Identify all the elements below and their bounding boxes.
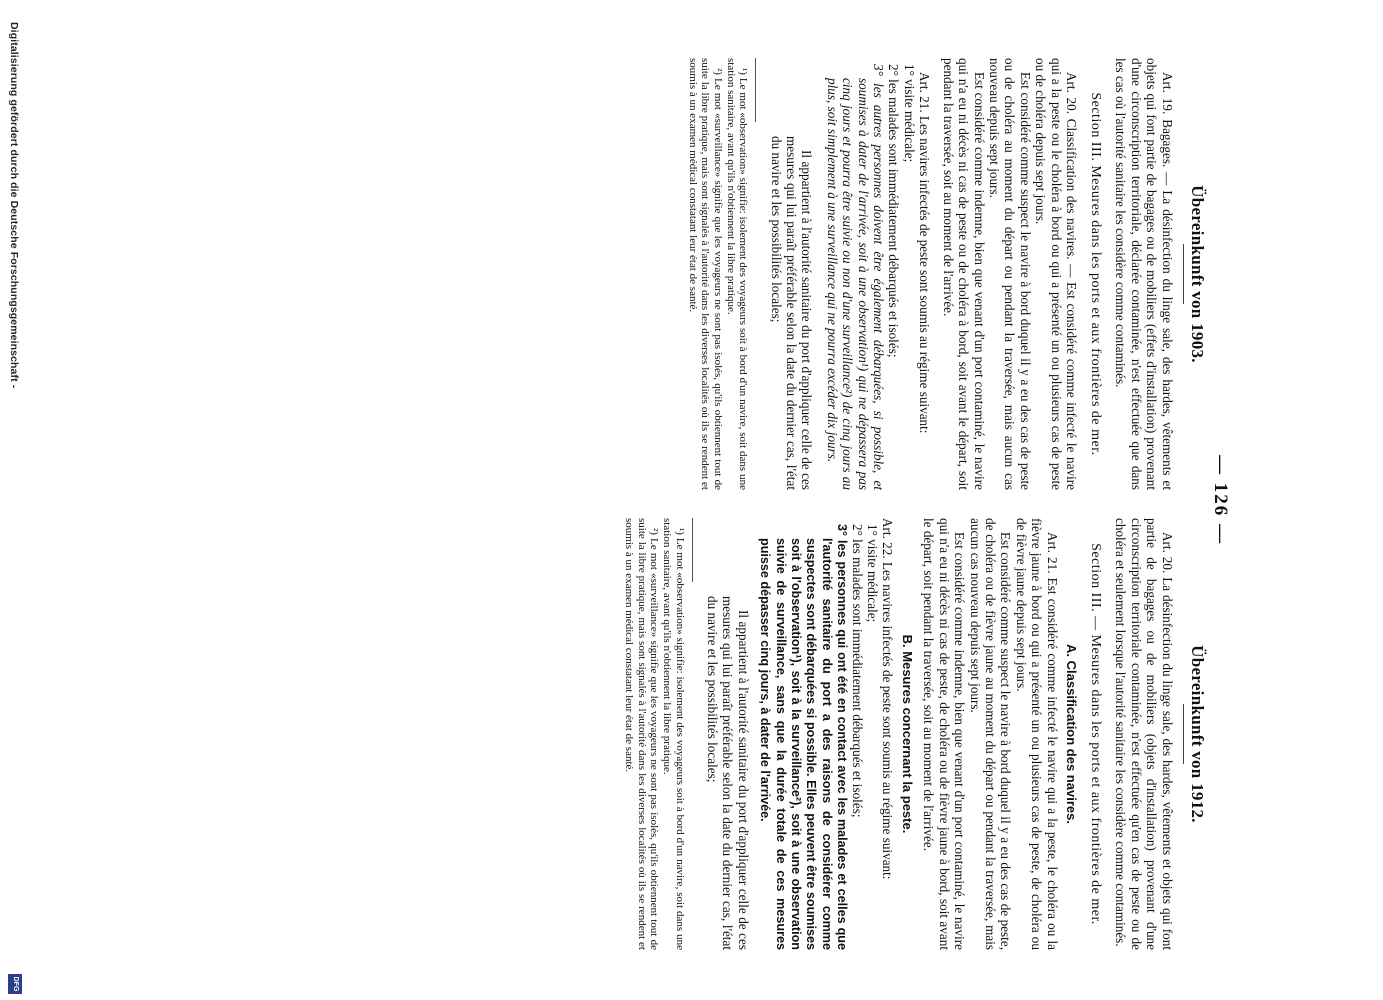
article-22-closing: Il appartient à l'autorité sanitaire du port d'appliquer celle de ces mesures qui lui paraît préférable selon la date du dernier cas, l'état du navire et les possibilités locales; xyxy=(705,596,751,950)
dfg-logo-icon: DFG xyxy=(8,974,22,994)
article-21-paragraph: Art. 21. Est considéré comme infecté le navire qui a la peste, le choléra ou la fièvre jaune à bord ou qui a présenté un ou plusieurs cas de peste, de choléra ou de fièvre jaune depuis sept jours. xyxy=(1013,518,1060,950)
column-title: Übereinkunft von 1912. xyxy=(1188,645,1207,823)
title-rule xyxy=(1183,244,1184,304)
article-19: Art. 19. Bagages. — La désinfection du linge sale, des hardes, vêtements et objets qui font partie de bagages ou de mobiliers (effets d'installation) provenant d'une circonscription territoriale, déclarée contaminée, n'est effectuée que dans les cas où l'autorité sanitaire les considère comme contaminés. xyxy=(1113,58,1175,490)
article-20-paragraph: Art. 20. Classification des navires. — Est considéré comme infecté le navire qui a la peste ou le choléra à bord ou qui a présenté un ou plusieurs cas de peste ou de choléra depuis sept jours. xyxy=(1033,58,1079,490)
list-item: 2° les malades sont immédiatement débarqués et isolés; xyxy=(849,524,865,818)
footnote: ¹) Le mot «observation» signifie: isolement des voyageurs soit à bord d'un navire, soit dans une station sanitaire, avant qu'ils n'obtiennent la libre pratique. xyxy=(661,518,686,950)
list-item: 2° les malades sont immédiatement débarqués et isolés; xyxy=(886,64,902,358)
list-item: 1° visite médicale; xyxy=(901,64,917,163)
column-convention-1903 xyxy=(686,58,1205,490)
column-convention-1912 xyxy=(623,518,1205,950)
article-21-paragraph: Est considéré comme indemne, bien que venant d'un port contaminé, le navire qui n'a eu ni décès ni cas de peste, de choléra ou de fièvre jaune à bord, soit avant le départ, soit pendant la traversée, soit au moment de l'arrivée. xyxy=(921,518,968,950)
footnote: ¹) Le mot «observation» signifie: isolement des voyageurs soit à bord d'un navire, soit dans une station sanitaire, avant qu'ils n'obtiennent la libre pratique. xyxy=(724,58,750,490)
footnotes xyxy=(623,518,693,950)
page-number: — 126 — xyxy=(1210,455,1231,545)
article-20: Art. 20. La désinfection du linge sale, des hardes, vêtements et objets qui font partie de bagages ou de mobiliers (objets d'installation) provenant d'une circonscription territoriale contaminée, n'est effectuée qu'en cas de peste ou de choléra et seulement lorsque l'autorité sanitaire les considère comme contaminés. xyxy=(1113,518,1175,950)
footnote: ²) Le mot «surveillance» signifie que les voyageurs ne sont pas isolés, qu'ils obtiennent tout de suite la libre pratique, mais sont signalés à l'autorité dans les diverses localités où ils se rendent et soumis à un examen médical constatant leur état de santé. xyxy=(686,58,725,490)
footnote: ²) Le mot «surveillance» signifie que les voyageurs ne sont pas isolés, qu'ils obtiennent tout de suite la libre pratique, mais sont signalés à l'autorité dans les diverses localités où ils se rendent et soumis à un examen médical constatant leur état de santé. xyxy=(623,518,661,950)
list-item: 1° visite médicale; xyxy=(865,524,881,623)
footnote-rule xyxy=(755,58,756,122)
article-21-closing: Il appartient à l'autorité sanitaire du port d'appliquer celle de ces mesures qui lui paraît préférable selon la date du dernier cas, l'état du navire et les possibilités locales; xyxy=(768,136,815,490)
digitization-credit-bar xyxy=(0,0,30,1000)
footnote-rule xyxy=(692,518,693,582)
footnotes xyxy=(686,58,756,490)
list-item: 3° les personnes qui ont été en contact avec les malades et celles que l'autorité sanitaire du port a des raisons de considérer comme suspectes sont débarquées si possible. Elles peuvent être soumises soit à l'observation¹), soit à la surveillance²), soit à une observation suivie de surveillance, sans que la durée totale de ces mesures puisse dépasser cinq jours, à dater de l'arrivée. xyxy=(758,524,850,950)
article-20-paragraph: Est considéré comme indemne, bien que venant d'un port contaminé, le navire qui n'a eu ni décès ni cas de peste ou de choléra à bord, soit avant le départ, soit pendant la traversée, soit au moment de l'arrivée. xyxy=(940,58,987,490)
article-22-intro: Art. 22. Les navires infectés de peste sont soumis au régime suivant: xyxy=(880,518,896,880)
indented-paragraph-block xyxy=(768,58,814,490)
indented-paragraph-block xyxy=(705,518,751,950)
section-heading: Section III. — Mesures dans les ports et aux frontières de mer. xyxy=(1087,543,1103,925)
column-title: Übereinkunft von 1903. xyxy=(1188,185,1207,363)
article-21-intro: Art. 21. Les navires infectés de peste sont soumis au régime suivant: xyxy=(917,72,933,434)
article-20-paragraph: Est considéré comme suspect le navire à bord duquel il y a eu des cas de peste ou de choléra au moment du départ ou pendant la traversée, mais aucun cas nouveau depuis sept jours. xyxy=(986,58,1033,490)
section-heading: Section III. Mesures dans les ports et aux frontières de mer. xyxy=(1087,92,1103,456)
title-rule xyxy=(1183,704,1184,764)
article-21-paragraph: Est considéré comme suspect le navire à bord duquel il y a eu des cas de peste, de choléra ou de fièvre jaune au moment du départ ou pendant la traversée, mais aucun cas nouveau depuis sept jours. xyxy=(967,518,1014,950)
subsection-heading: A. Classification des navires. xyxy=(1063,644,1079,824)
digitization-credit: Digitalisierung gefördert durch die Deutsche Forschungsgemeinschaft - xyxy=(8,22,20,389)
list-item: 3° les autres personnes doivent être également débarquées, si possible, et soumises à dater de l'arrivée, soit à une observation¹) qui ne dépassera pas cinq jours et pourra être suivie ou non d'une surveillance²) de cinq jours au plus, soit simplement à une surveillance qui ne pourra excéder dix jours. xyxy=(824,64,887,490)
subsection-heading: B. Mesures concernant la peste. xyxy=(899,634,915,834)
